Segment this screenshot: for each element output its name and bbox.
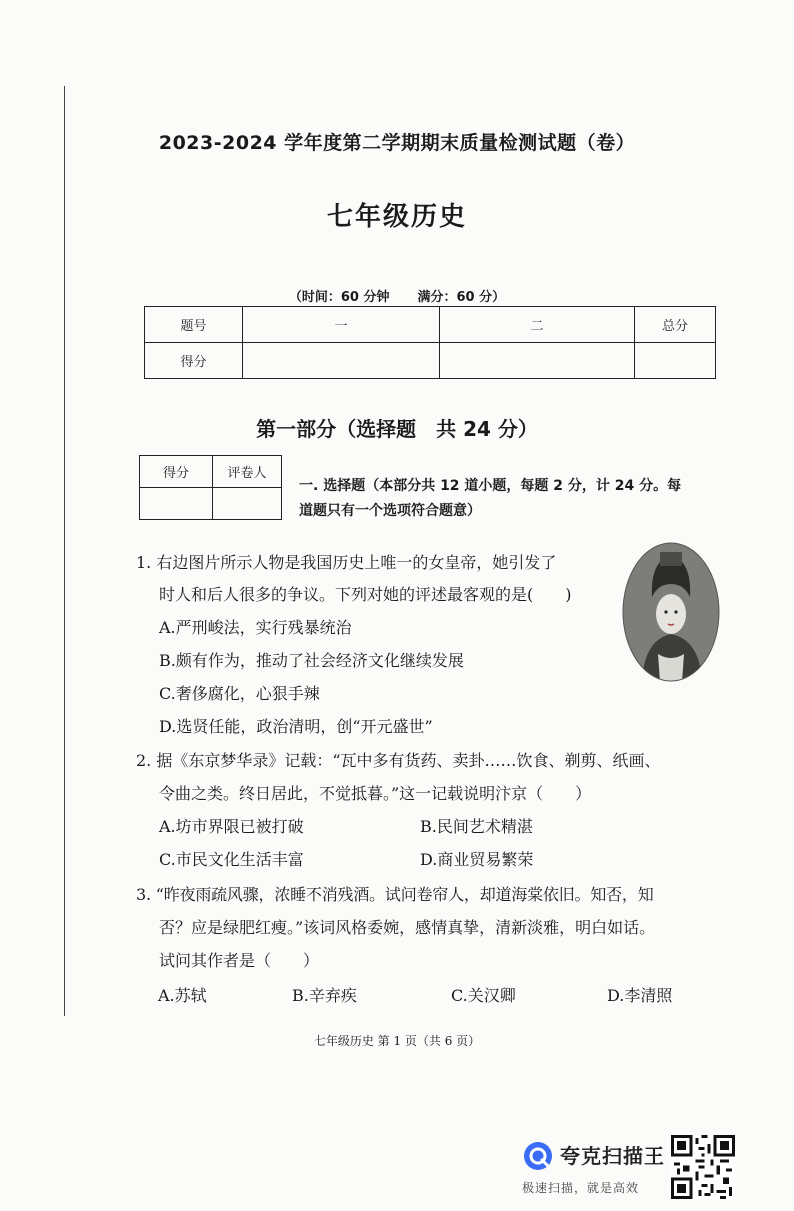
score-table bbox=[144, 306, 716, 379]
grader-name-header: 评卷人 bbox=[213, 456, 282, 488]
exam-time: （时间：60 分钟 bbox=[288, 290, 390, 305]
grader-score-cell bbox=[140, 488, 213, 520]
question-2-option-a: A.坊市界限已被打破 bbox=[159, 817, 304, 836]
question-1-option-c: C.奢侈腐化，心狠手辣 bbox=[159, 684, 320, 703]
score-header-part1: 一 bbox=[243, 307, 440, 343]
grader-name-cell bbox=[213, 488, 282, 520]
watermark-app-name: 夸克扫描王 bbox=[560, 1144, 665, 1168]
question-1-option-b: B.颇有作为，推动了社会经济文化继续发展 bbox=[159, 651, 464, 670]
exam-full-score: 满分：60 分） bbox=[417, 290, 506, 305]
score-header-part2: 二 bbox=[440, 307, 635, 343]
part1-title: 第一部分（选择题 共 24 分） bbox=[256, 417, 538, 441]
score-header-question: 题号 bbox=[145, 307, 243, 343]
empress-portrait-image bbox=[622, 542, 720, 682]
grader-score-header: 得分 bbox=[140, 456, 213, 488]
score-table-header-row bbox=[145, 307, 716, 343]
question-1-option-a: A.严刑峻法，实行残暴统治 bbox=[159, 618, 352, 637]
section-description-line: 道题只有一个选项符合题意） bbox=[299, 503, 481, 519]
question-3-option-b: B.辛弃疾 bbox=[292, 986, 357, 1005]
quark-logo-icon bbox=[523, 1141, 553, 1171]
page-footer: 七年级历史 第 1 页（共 6 页） bbox=[313, 1034, 481, 1048]
score-cell-part2 bbox=[440, 343, 635, 379]
section-description-line: 一. 选择题（本部分共 12 道小题，每题 2 分，计 24 分。每 bbox=[299, 478, 682, 494]
question-1-line-1: 1. 右边图片所示人物是我国历史上唯一的女皇帝，她引发了 bbox=[136, 553, 557, 572]
question-1-option-d: D.选贤任能，政治清明，创“开元盛世” bbox=[159, 717, 433, 736]
score-table-score-row bbox=[145, 343, 716, 379]
question-3-line-3: 试问其作者是（ ） bbox=[159, 951, 320, 970]
question-3-option-d: D.李清照 bbox=[607, 986, 673, 1005]
question-3-option-c: C.关汉卿 bbox=[451, 986, 516, 1005]
watermark-slogan: 极速扫描，就是高效 bbox=[522, 1181, 640, 1195]
qr-code-icon bbox=[671, 1135, 735, 1199]
question-3-option-a: A.苏轼 bbox=[158, 986, 207, 1005]
exam-time-score bbox=[0, 286, 794, 305]
score-row-label: 得分 bbox=[145, 343, 243, 379]
question-1-line-2: 时人和后人很多的争议。下列对她的评述最客观的是( ) bbox=[159, 585, 572, 604]
score-cell-total bbox=[635, 343, 716, 379]
section-description bbox=[299, 474, 739, 524]
grader-table bbox=[139, 455, 282, 520]
question-3-line-2: 否？应是绿肥红瘦。”该词风格委婉，感情真挚，清新淡雅，明白如话。 bbox=[159, 918, 656, 937]
question-2-line-2: 令曲之类。终日居此，不觉抵暮。”这一记载说明汴京（ ） bbox=[159, 784, 592, 803]
question-2-line-1: 2. 据《东京梦华录》记载：“瓦中多有货药、卖卦……饮食、剃剪、纸画、 bbox=[136, 751, 661, 770]
question-2-option-b: B.民间艺术精湛 bbox=[420, 817, 533, 836]
question-3-line-1: 3. “昨夜雨疏风骤，浓睡不消残酒。试问卷帘人，却道海棠依旧。知否，知 bbox=[136, 885, 654, 904]
question-2-option-c: C.市民文化生活丰富 bbox=[159, 850, 304, 869]
score-header-total: 总分 bbox=[635, 307, 716, 343]
question-2-option-d: D.商业贸易繁荣 bbox=[420, 850, 534, 869]
score-cell-part1 bbox=[243, 343, 440, 379]
exam-title: 2023-2024 学年度第二学期期末质量检测试题（卷） bbox=[158, 132, 636, 154]
subject-title: 七年级历史 bbox=[326, 202, 467, 232]
